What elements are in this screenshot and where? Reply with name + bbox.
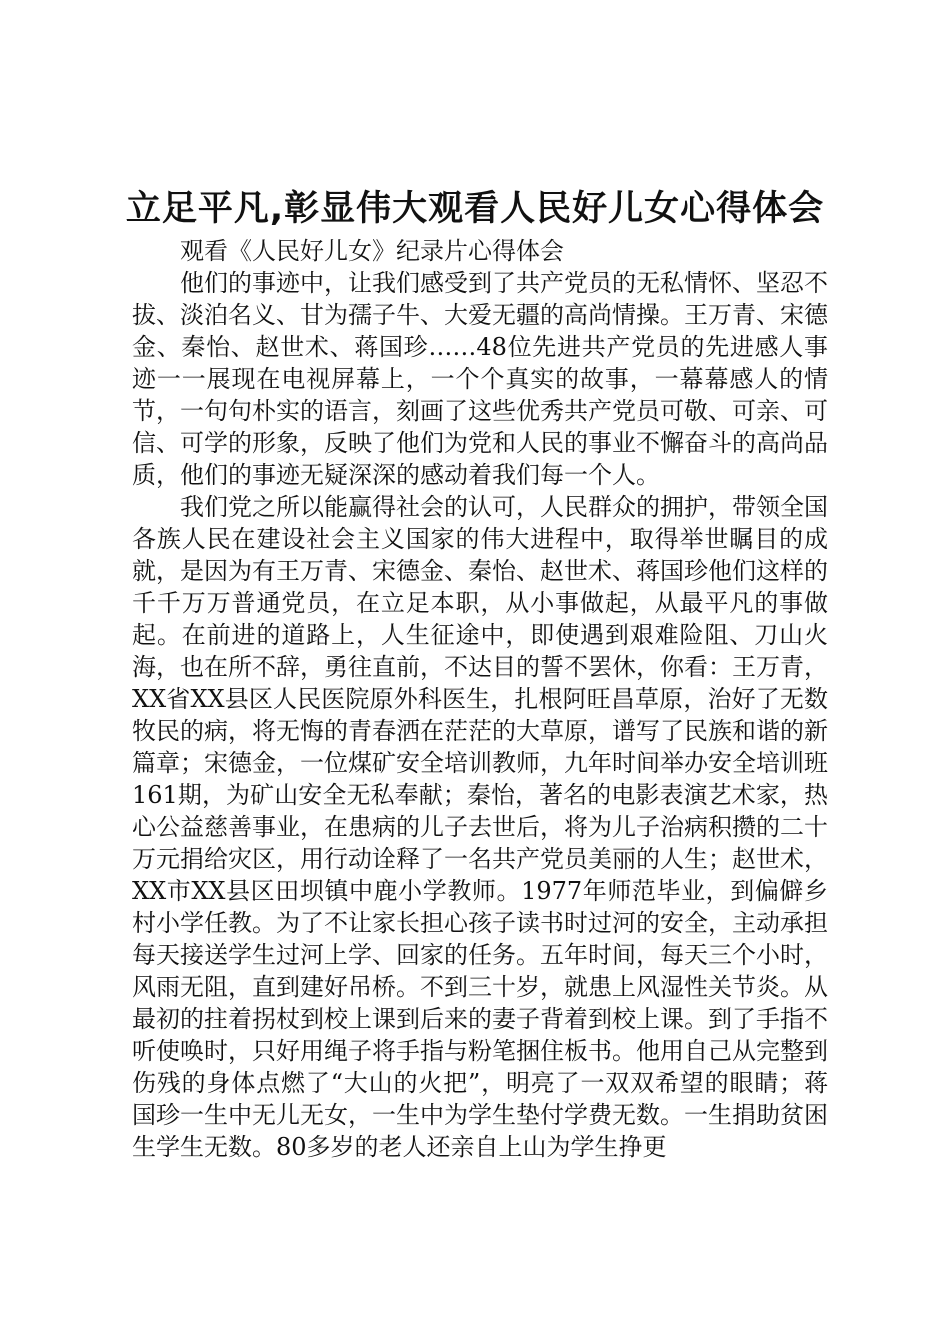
subtitle-line: 观看《人民好儿女》纪录片心得体会 xyxy=(180,237,564,265)
document-title: 立足平凡,彰显伟大观看人民好儿女心得体会 xyxy=(125,189,825,229)
paragraph: 他们的事迹中，让我们感受到了共产党员的无私情怀、坚忍不拔、淡泊名义、甘为孺子牛、大爱无疆的高尚情操。王万青、宋德金、秦怡、赵世术、蒋国珍……48位先进共产党员的先进感人事迹一一展现在电视屏幕上，一个个真实的故事，一幕幕感人的情节，一句句朴实的语言，刻画了这些优秀共产党员可敬、可亲、可信、可学的形象，反映了他们为党和人民的事业不懈奋斗的高尚品质，他们的事迹无疑深深的感动着我们每一个人。 xyxy=(132,269,828,489)
document-body xyxy=(132,235,828,1163)
paragraph: 我们党之所以能赢得社会的认可，人民群众的拥护，带领全国各族人民在建设社会主义国家的伟大进程中，取得举世瞩目的成就，是因为有王万青、宋德金、秦怡、赵世术、蒋国珍他们这样的千千万万普通党员，在立足本职，从小事做起，从最平凡的事做起。在前进的道路上，人生征途中，即使遇到艰难险阻、刀山火海，也在所不辞，勇往直前，不达目的誓不罢休，你看：王万青，XX省XX县区人民医院原外科医生，扎根阿旺昌草原，治好了无数牧民的病，将无悔的青春洒在茫茫的大草原，谱写了民族和谐的新篇章；宋德金，一位煤矿安全培训教师，九年时间举办安全培训班161期，为矿山安全无私奉献；秦怡，著名的电影表演艺术家，热心公益慈善事业，在患病的儿子去世后，将为儿子治病积攒的二十万元捐给灾区，用行动诠释了一名共产党员美丽的人生；赵世术，XX市XX县区田坝镇中鹿小学教师。1977年师范毕业，到偏僻乡村小学任教。为了不让家长担心孩子读书时过河的安全，主动承担每天接送学生过河上学、回家的任务。五年时间，每天三个小时，风雨无阻，直到建好吊桥。不到三十岁，就患上风湿性关节炎。从最初的拄着拐杖到校上课到后来的妻子背着到校上课。到了手指不听使唤时，只好用绳子将手指与粉笔捆住板书。他用自己从完整到伤残的身体点燃了“大山的火把”，明亮了一双双希望的眼睛；蒋国珍一生中无儿无女，一生中为学生垫付学费无数。一生捐助贫困生学生无数。80多岁的老人还亲自上山为学生挣更 xyxy=(132,493,828,1161)
